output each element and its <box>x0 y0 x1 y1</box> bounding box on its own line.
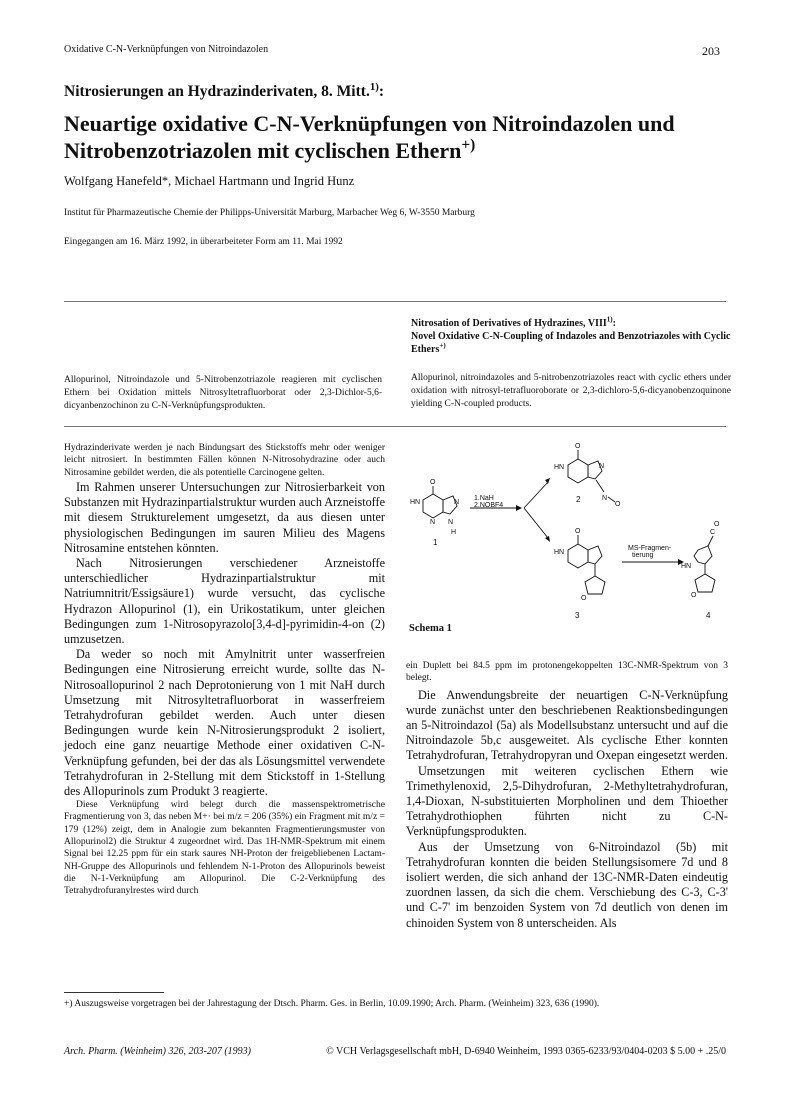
compound-number-3: 3 <box>575 611 580 620</box>
affiliation: Institut für Pharmazeutische Chemie der Philipps-Universität Marburg, Marbacher Weg 6, W-3550 Marburg <box>64 208 475 218</box>
reaction-arrow-1 <box>470 495 522 511</box>
atom-hn: HN <box>554 464 565 471</box>
body-paragraph: Umsetzungen mit weiteren cyclischen Ethern wie Trimethylenoxid, 2,5-Dihydrofuran, 2-Methyltetrahydrofuran, 1,4-Dioxan, N-substituierten Morpholinen und dem Thioether Tetrahydrothiophen führten nicht zu C-N-Verknüpfungsprodukten. <box>406 763 728 839</box>
abstract-english: Allopurinol, nitroindazoles and 5-nitrobenzotriazoles react with cyclic ethers under oxidation with nitrosyl-tetrafluoroborate or 2,3-dichloro-5,6-dicyanobenzoquinone yielding C-N-coupled products. <box>411 373 731 409</box>
abstract-german: Allopurinol, Nitroindazole und 5-Nitrobenzotriazole reagieren mit cyclischen Ethern bei Oxidation mittels Nitrosyltetrafluorborat oder 2,3-Dichlor-5,6-dicyanbenzochinon zu C-N-Verknüpfungsprodukten. <box>64 375 382 411</box>
atom-n: N <box>448 519 454 526</box>
body-paragraph: Die Anwendungsbreite der neuartigen C-N-Verknüpfung wurde zunächst unter den beschriebenen Reaktionsbedingungen an 5-Nitroindazol (5a) als Modellsubstanz untersucht und auf die Nitroindazole 5b,c ausgeweitet. Als cyclische Ether konnten Tetrahydrofuran, Tetrahydropyran und Oxepan eingesetzt werden. <box>406 687 728 763</box>
ms-label: MS-Fragmen- <box>628 545 672 552</box>
footnote-rule <box>64 992 164 993</box>
atom-o: O <box>615 501 621 508</box>
page-number: 203 <box>702 44 720 58</box>
atom-o: O <box>691 592 697 599</box>
journal-footer <box>64 1046 726 1057</box>
reagent-label: 2.NOBF4 <box>474 502 504 509</box>
intro-text: Hydrazinderivate werden je nach Bindungsart des Stickstoffs mehr oder weniger leicht nitrosiert. In bestimmten Fällen können N-Nitrosohydrazine oder auch Nitrosamine gebildet werden, die als potentielle Carcinogene gelten. <box>64 443 385 478</box>
compound-number-1: 1 <box>433 538 438 547</box>
atom-o: O <box>714 521 720 528</box>
right-column <box>406 660 728 931</box>
english-heading: Nitrosation of Derivatives of Hydrazines, VIII$^{1)}$: Novel Oxidative C-N-Coupling of Indazoles and Benzotriazoles with Cyclic Ethers+) <box>411 315 731 355</box>
publisher-line: © VCH Verlagsgesellschaft mbH, D-6940 Weinheim, 1993 0365-6233/93/0404-0203 $ 5.00 + .25/0 <box>326 1046 726 1057</box>
atom-n: N <box>599 463 605 470</box>
atom-hn: HN <box>554 549 565 556</box>
atom-hn: HN <box>681 563 692 570</box>
body-paragraph: Da weder so noch mit Amylnitrit unter wasserfreien Bedingungen eine Nitrosierung erreicht wurde, sollte das N-Nitrosoallopurinol 2 nach Deprotonierung von 1 mit NaH durch Umsetzung mit Nitrosyltetrafluorborat in wasserfreiem Tetrahydrofuran gebildet werden. Auch unter diesen Bedingungen wurde kein N-Nitrosierungsprodukt 2 isoliert, jedoch eine ganz neuartige Methode einer oxidativen C-N-Verknüpfung gefunden, bei der das als Lösungsmittel verwendete Tetrahydrofuran in 2-Stellung mit dem Stickstoff in 1-Stellung des Allopurinols zum Produkt 3 reagierte. <box>64 647 385 798</box>
body-paragraph: Im Rahmen unserer Untersuchungen zur Nitrosierbarkeit von Substanzen mit Hydrazinpartialstruktur wurden auch Arzneistoffe mit diesem Strukturelement umgesetzt, da aus diesen unter physiologischen Bedingungen im sauren Milieu des Magens Nitrosamine entstehen könnten. <box>64 479 385 555</box>
atom-n: N <box>430 519 436 526</box>
received-date: Eingegangen am 16. März 1992, in überarbeiteter Form am 11. Mai 1992 <box>64 237 343 247</box>
citation: Arch. Pharm. (Weinheim) 326, 203-207 (1993) <box>64 1046 252 1057</box>
atom-n: N <box>454 499 460 506</box>
atom-h: H <box>451 529 457 536</box>
ms-arrow <box>622 545 684 565</box>
divider-abstract <box>64 426 726 427</box>
divider-top <box>64 301 726 302</box>
atom-hn: HN <box>410 499 421 506</box>
atom-o: O <box>430 479 436 486</box>
compound-number-2: 2 <box>576 495 581 504</box>
atom-o: O <box>575 528 581 535</box>
body-paragraph: Aus der Umsetzung von 6-Nitroindazol (5b) mit Tetrahydrofuran konnten die beiden Stellungsisomere 7d und 8 isoliert werden, die sich anhand der 13C-NMR-Daten eindeutig zuordnen lassen, da sich die chem. Verschiebung des C-3, C-3' und C-7' im benzoiden System von 7d deutlich von denen im chinoiden System von 8 unterscheiden. Als <box>406 839 728 930</box>
reaction-scheme <box>408 440 738 640</box>
ms-label: tierung <box>632 552 654 559</box>
reagent-label: 1.NaH <box>474 495 494 502</box>
atom-o: O <box>575 443 581 450</box>
atom-c: C <box>710 529 716 536</box>
body-paragraph-small: ein Duplett bei 84.5 ppm im protonengekoppelten 13C-NMR-Spektrum von 3 belegt. <box>406 661 728 684</box>
body-paragraph-small: Diese Verknüpfung wird belegt durch die massenspektrometrische Fragmentierung von 3, das neben M+· bei m/z = 206 (35%) ein Fragment mit m/z = 179 (12%) zeigt, dem in Analogie zum bekannten Fragmentierungsmuster von Allopurinol2) die Struktur 4 zugeordnet wird. Das 1H-NMR-Spektrum mit einem Signal bei 12.25 ppm für ein stark saures NH-Proton der freigebliebenen Lactam-NH-Gruppe des Allopurinols und fehlendem N-1-Proton des Allopurinols beweist die N-1-Verknüpfung am Allopurinol. Die C-2-Verknüpfung des Tetrahydrofuranylrestes wird durch <box>64 800 385 897</box>
compound-number-4: 4 <box>706 611 711 620</box>
authors: Wolfgang Hanefeld*, Michael Hartmann und Ingrid Hunz <box>64 174 355 188</box>
article-title: Neuartige oxidative C-N-Verknüpfungen von Nitroindazolen und Nitrobenzotriazolen mit cyclischen Ethern+) <box>64 111 675 163</box>
compound-2-structure <box>554 443 621 508</box>
body-paragraph: Nach Nitrosierungen verschiedener Arzneistoffe unterschiedlicher Hydrazinpartialstruktur mit Natriumnitrit/Essigsäure1) wurde versucht, das cyclische Hydrazon Allopurinol (1), ein Urikostatikum, unter gleichen Bedingungen zum 1-Nitrosopyrazolo[3,4-d]-pyrimidin-4-on (2) umzusetzen. <box>64 555 385 646</box>
left-column <box>64 442 385 898</box>
series-title: Nitrosierungen an Hydrazinderivaten, 8. Mitt.$^{1)}$: <box>64 80 385 100</box>
compound-4-structure <box>681 521 720 620</box>
schema-caption: Schema 1 <box>409 623 452 634</box>
compound-3-structure <box>554 528 605 620</box>
atom-n: N <box>602 495 608 502</box>
footnote: +) Auszugsweise vorgetragen bei der Jahrestagung der Dtsch. Pharm. Ges. in Berlin, 10.09.1990; Arch. Pharm. (Weinheim) 323, 636 (1990). <box>64 999 600 1009</box>
atom-o: O <box>581 595 587 602</box>
running-head: Oxidative C-N-Verknüpfungen von Nitroindazolen <box>64 44 269 55</box>
compound-1-structure <box>410 479 459 547</box>
